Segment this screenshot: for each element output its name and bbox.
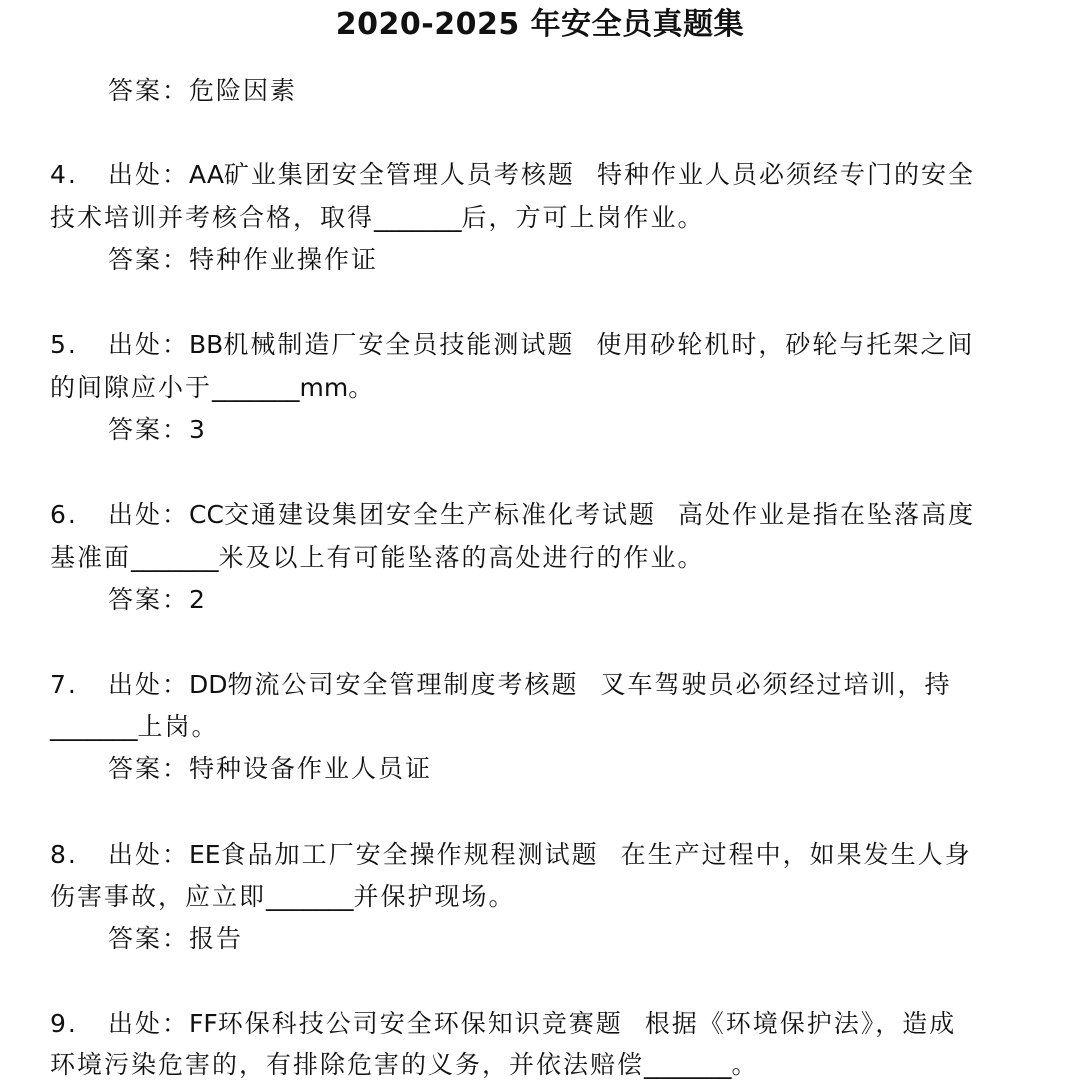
question-7-line-1 (50, 664, 1030, 706)
answer-blank: _______ (212, 373, 300, 402)
source-label: 出处： (108, 670, 190, 699)
source-label: 出处： (108, 500, 190, 529)
answer-text: 3 (189, 415, 205, 444)
question-text: 特种作业人员必须经专门的安全 (596, 160, 975, 189)
question-5-line-1 (50, 324, 1030, 366)
answer-blank: _______ (644, 1050, 732, 1079)
question-7-line-2 (50, 706, 1030, 748)
question-text: 环境污染危害的，有排除危害的义务，并依法赔偿 (50, 1050, 645, 1079)
question-number: 7. (50, 670, 78, 699)
answer-label: 答案： (108, 754, 190, 783)
question-text: 高处作业是指在坠落高度 (677, 500, 975, 529)
answer-blank: _______ (374, 203, 462, 232)
answer-line (108, 748, 1080, 790)
source-org: 交通建设集团安全生产标准化考试题 (223, 500, 656, 529)
org-code: BB (189, 330, 224, 359)
question-text: 后，方可上岗作业。 (461, 203, 705, 232)
source-label: 出处： (108, 840, 190, 869)
answer-line (108, 70, 1080, 112)
answer-line (108, 409, 1080, 451)
question-number: 5. (50, 330, 78, 359)
question-text: 的间隙应小于 (50, 373, 213, 402)
question-text: 。 (731, 1050, 759, 1079)
answer-text: 2 (189, 585, 205, 614)
answer-label: 答案： (108, 76, 190, 105)
question-number: 4. (50, 160, 78, 189)
source-label: 出处： (108, 160, 190, 189)
question-8-line-2 (50, 876, 1030, 918)
question-text: 基准面 (50, 543, 132, 572)
question-text: 并保护现场。 (353, 882, 516, 911)
question-text: 米及以上有可能坠落的高处进行的作业。 (218, 543, 705, 572)
question-4-line-1 (50, 154, 1030, 196)
question-text: 使用砂轮机时，砂轮与托架之间 (596, 330, 975, 359)
source-org: 环保科技公司安全环保知识竞赛题 (217, 1009, 623, 1038)
answer-line (108, 918, 1080, 960)
question-number: 9. (50, 1009, 78, 1038)
question-number: 6. (50, 500, 78, 529)
source-org: 食品加工厂安全操作规程测试题 (220, 840, 599, 869)
org-code: DD (189, 670, 228, 699)
org-code: FF (189, 1009, 218, 1038)
question-6-line-1 (50, 494, 1030, 536)
answer-label: 答案： (108, 245, 190, 274)
source-org: 物流公司安全管理制度考核题 (227, 670, 579, 699)
source-org: 机械制造厂安全员技能测试题 (223, 330, 575, 359)
source-label: 出处： (108, 1009, 190, 1038)
question-9-line-1 (50, 1003, 1030, 1045)
org-code: CC (189, 500, 224, 529)
question-text: mm。 (299, 373, 374, 402)
answer-line (108, 579, 1080, 621)
source-org: 矿业集团安全管理人员考核题 (223, 160, 575, 189)
org-code: EE (189, 840, 221, 869)
question-text: 伤害事故，应立即 (50, 882, 267, 911)
answer-text: 报告 (189, 924, 244, 953)
answer-label: 答案： (108, 585, 190, 614)
question-text: 根据《环境保护法》，造成 (644, 1009, 957, 1038)
document-title: 2020-2025 年安全员真题集 (335, 7, 745, 42)
question-8-line-1 (50, 834, 1030, 876)
question-5-line-2 (50, 367, 1030, 409)
answer-text: 危险因素 (189, 76, 298, 105)
answer-blank: _______ (50, 712, 138, 741)
answer-line (108, 239, 1080, 281)
question-text: 上岗。 (137, 712, 219, 741)
answer-label: 答案： (108, 924, 190, 953)
question-text: 在生产过程中，如果发生人身 (620, 840, 972, 869)
question-text: 技术培训并考核合格，取得 (50, 203, 375, 232)
answer-blank: _______ (266, 882, 354, 911)
question-6-line-2 (50, 537, 1030, 579)
question-number: 8. (50, 840, 78, 869)
org-code: AA (189, 160, 224, 189)
answer-blank: _______ (131, 543, 219, 572)
answer-text: 特种设备作业人员证 (189, 754, 433, 783)
source-label: 出处： (108, 330, 190, 359)
question-4-line-2 (50, 197, 1030, 239)
question-text: 叉车驾驶员必须经过培训，持 (600, 670, 952, 699)
answer-label: 答案： (108, 415, 190, 444)
answer-text: 特种作业操作证 (189, 245, 379, 274)
